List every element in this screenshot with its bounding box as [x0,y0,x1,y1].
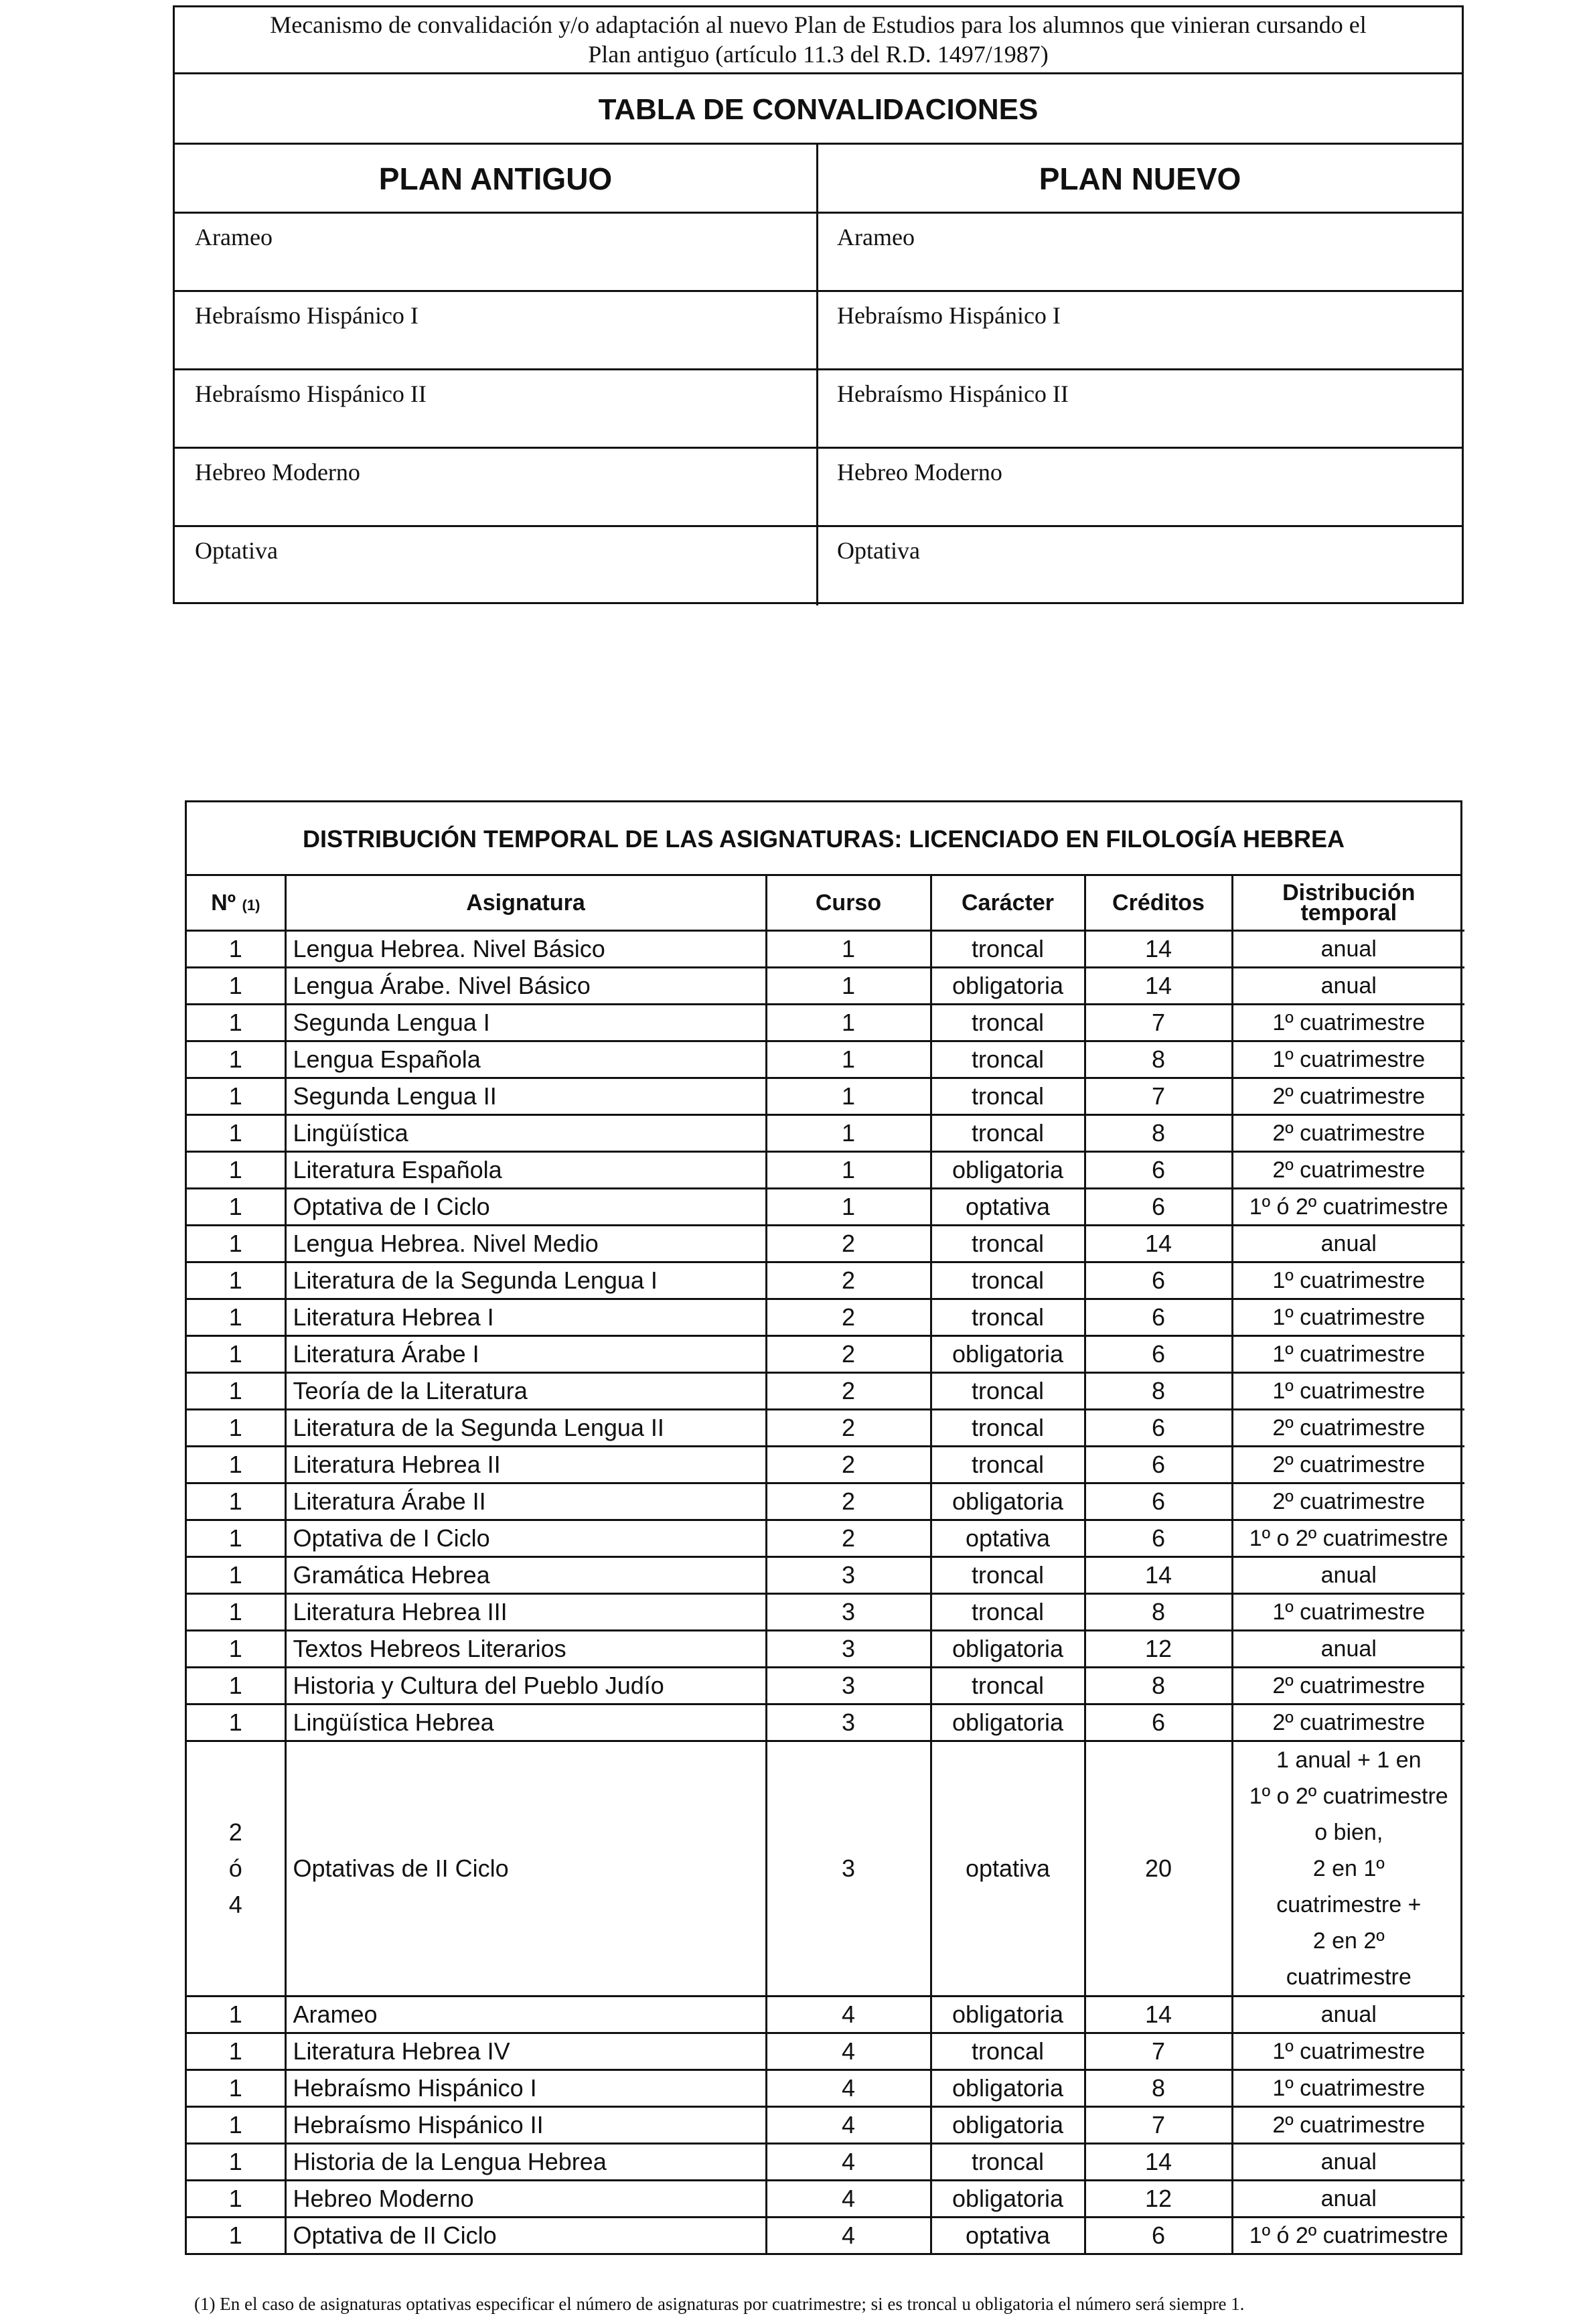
cell-credits: 6 [1085,1336,1232,1373]
cell-subject: Literatura Hebrea III [285,1594,766,1631]
cell-character: obligatoria [931,1483,1085,1520]
cell-character: troncal [931,1447,1085,1483]
cell-num: 1 [187,1557,285,1594]
cell-character: obligatoria [931,1631,1085,1668]
cell-num: 1 [187,1262,285,1299]
cell-character: troncal [931,931,1085,968]
cell-distribution: 1º cuatrimestre [1232,2070,1464,2107]
cell-distribution: anual [1232,1996,1464,2033]
cell-num: 1 [187,1078,285,1115]
cell-subject: Textos Hebreos Literarios [285,1631,766,1668]
cell-character: obligatoria [931,1152,1085,1189]
cell-character: optativa [931,1520,1085,1557]
cell-num: 1 [187,1336,285,1373]
cell-distribution: 1º cuatrimestre [1232,1299,1464,1336]
new-plan-subject: Hebreo Moderno [837,459,1002,486]
cell-subject: Historia de la Lengua Hebrea [285,2144,766,2181]
table-row [187,968,1464,1005]
cell-num: 1 [187,1704,285,1741]
cell-num: 1 [187,2070,285,2107]
table-row [187,1557,1464,1594]
cell-distribution: 2º cuatrimestre [1232,1447,1464,1483]
cell-character: optativa [931,1741,1085,1996]
cell-character: obligatoria [931,1996,1085,2033]
cell-course: 2 [766,1447,931,1483]
cell-distribution: 2º cuatrimestre [1232,2107,1464,2144]
new-plan-subject: Hebraísmo Hispánico I [837,302,1061,329]
cell-distribution: anual [1232,931,1464,968]
cell-credits: 8 [1085,1668,1232,1704]
cell-distribution: 2º cuatrimestre [1232,1078,1464,1115]
cell-character: troncal [931,1005,1085,1041]
cell-num: 1 [187,968,285,1005]
cell-character: troncal [931,1594,1085,1631]
cell-num: 1 [187,1483,285,1520]
cell-num: 1 [187,1668,285,1704]
table-row [187,2218,1464,2254]
cell-subject: Lingüística [285,1115,766,1152]
convalidation-title: TABLA DE CONVALIDACIONES [175,74,1462,145]
cell-distribution: 1º cuatrimestre [1232,1262,1464,1299]
distribution-grid [187,876,1464,2253]
table-row [187,2070,1464,2107]
cell-character: obligatoria [931,2107,1085,2144]
cell-credits: 6 [1085,1447,1232,1483]
cell-course: 4 [766,1996,931,2033]
cell-num: 1 [187,1115,285,1152]
cell-credits: 8 [1085,1594,1232,1631]
cell-character: troncal [931,1410,1085,1447]
cell-distribution: anual [1232,2144,1464,2181]
cell-num: 2 ó 4 [187,1741,285,1996]
cell-subject: Optativa de II Ciclo [285,2218,766,2254]
header-character: Carácter [931,876,1085,931]
cell-course: 3 [766,1594,931,1631]
cell-course: 1 [766,1189,931,1226]
convalidation-row [175,527,1462,605]
mechanism-heading [175,7,1462,74]
cell-num: 1 [187,2033,285,2070]
cell-num: 1 [187,1447,285,1483]
cell-subject: Teoría de la Literatura [285,1373,766,1410]
cell-num: 1 [187,1005,285,1041]
table-row [187,1373,1464,1410]
cell-course: 1 [766,931,931,968]
cell-character: troncal [931,1373,1085,1410]
table-row [187,2144,1464,2181]
cell-num: 1 [187,1594,285,1631]
cell-course: 1 [766,1115,931,1152]
table-row [187,1704,1464,1741]
mechanism-line-2: Plan antiguo (artículo 11.3 del R.D. 1497/1987) [588,41,1049,68]
table-row [187,1594,1464,1631]
cell-credits: 12 [1085,1631,1232,1668]
cell-distribution: 2º cuatrimestre [1232,1483,1464,1520]
table-row [187,1631,1464,1668]
cell-num: 1 [187,1299,285,1336]
cell-distribution: 1º ó 2º cuatrimestre [1232,1189,1464,1226]
cell-subject: Literatura Árabe I [285,1336,766,1373]
cell-subject: Literatura Hebrea IV [285,2033,766,2070]
cell-num: 1 [187,1996,285,2033]
cell-distribution: 1 anual + 1 en 1º o 2º cuatrimestre o bien, 2 en 1º cuatrimestre + 2 en 2º cuatrimestre [1232,1741,1464,1996]
cell-subject: Lengua Hebrea. Nivel Básico [285,931,766,968]
cell-subject: Lengua Árabe. Nivel Básico [285,968,766,1005]
cell-credits: 6 [1085,1704,1232,1741]
cell-num: 1 [187,1152,285,1189]
header-subject: Asignatura [285,876,766,931]
old-plan-subject: Optativa [175,527,818,605]
cell-credits: 7 [1085,2107,1232,2144]
cell-character: troncal [931,1078,1085,1115]
old-plan-subject: Hebraísmo Hispánico II [175,370,818,447]
cell-subject: Hebraísmo Hispánico II [285,2107,766,2144]
old-plan-subject: Hebreo Moderno [175,449,818,525]
cell-num: 1 [187,1631,285,1668]
cell-credits: 6 [1085,1520,1232,1557]
cell-credits: 14 [1085,1557,1232,1594]
old-plan-subject: Hebraísmo Hispánico I [175,292,818,368]
convalidation-row [175,292,1462,370]
cell-num: 1 [187,2107,285,2144]
cell-course: 2 [766,1483,931,1520]
header-course: Curso [766,876,931,931]
cell-subject: Optativas de II Ciclo [285,1741,766,1996]
table-row [187,2033,1464,2070]
new-plan-subject: Optativa [837,537,920,564]
cell-distribution: anual [1232,1226,1464,1262]
cell-course: 4 [766,2218,931,2254]
cell-distribution: 2º cuatrimestre [1232,1668,1464,1704]
cell-distribution: 2º cuatrimestre [1232,1704,1464,1741]
convalidation-row [175,370,1462,449]
cell-course: 2 [766,1410,931,1447]
cell-distribution: anual [1232,1631,1464,1668]
cell-credits: 14 [1085,2144,1232,2181]
table-row [187,2107,1464,2144]
cell-credits: 14 [1085,968,1232,1005]
convalidation-row [175,449,1462,527]
cell-character: obligatoria [931,1704,1085,1741]
cell-course: 2 [766,1520,931,1557]
cell-distribution: 1º cuatrimestre [1232,1041,1464,1078]
cell-credits: 6 [1085,1299,1232,1336]
cell-credits: 6 [1085,1262,1232,1299]
convalidation-row [175,214,1462,292]
cell-course: 1 [766,1152,931,1189]
cell-credits: 14 [1085,1226,1232,1262]
cell-course: 2 [766,1262,931,1299]
new-plan-subject: Hebraísmo Hispánico II [837,380,1069,407]
cell-credits: 20 [1085,1741,1232,1996]
footnote: (1) En el caso de asignaturas optativas especificar el número de asignaturas por cuatrimestre; si es troncal u obligatoria el número será siempre 1. [194,2294,1245,2314]
cell-course: 1 [766,1041,931,1078]
new-plan-subject: Arameo [837,224,915,250]
header-credits: Créditos [1085,876,1232,931]
cell-subject: Hebreo Moderno [285,2181,766,2218]
old-plan-subject: Arameo [175,214,818,290]
cell-character: troncal [931,1041,1085,1078]
cell-character: obligatoria [931,1336,1085,1373]
cell-credits: 8 [1085,1115,1232,1152]
cell-character: optativa [931,2218,1085,2254]
cell-subject: Lengua Española [285,1041,766,1078]
cell-credits: 7 [1085,2033,1232,2070]
convalidation-table [173,5,1464,604]
cell-num: 1 [187,2181,285,2218]
cell-course: 4 [766,2033,931,2070]
cell-subject: Hebraísmo Hispánico I [285,2070,766,2107]
cell-subject: Lengua Hebrea. Nivel Medio [285,1226,766,1262]
cell-num: 1 [187,1226,285,1262]
cell-num: 1 [187,2218,285,2254]
cell-credits: 14 [1085,1996,1232,2033]
table-row [187,1520,1464,1557]
cell-credits: 6 [1085,1483,1232,1520]
table-row [187,1336,1464,1373]
cell-character: optativa [931,1189,1085,1226]
header-num-note: (1) [242,896,260,914]
table-row [187,1005,1464,1041]
cell-character: obligatoria [931,2181,1085,2218]
cell-distribution: 1º cuatrimestre [1232,1005,1464,1041]
table-row [187,1996,1464,2033]
table-row [187,2181,1464,2218]
cell-character: troncal [931,2033,1085,2070]
cell-subject: Segunda Lengua II [285,1078,766,1115]
cell-course: 1 [766,1005,931,1041]
cell-credits: 6 [1085,1410,1232,1447]
cell-subject: Literatura Hebrea I [285,1299,766,1336]
cell-character: troncal [931,1668,1085,1704]
cell-character: troncal [931,2144,1085,2181]
table-row [187,931,1464,968]
cell-credits: 6 [1085,2218,1232,2254]
cell-distribution: 1º ó 2º cuatrimestre [1232,2218,1464,2254]
table-row [187,1262,1464,1299]
cell-subject: Historia y Cultura del Pueblo Judío [285,1668,766,1704]
cell-subject: Segunda Lengua I [285,1005,766,1041]
cell-subject: Literatura de la Segunda Lengua I [285,1262,766,1299]
cell-course: 3 [766,1668,931,1704]
cell-credits: 7 [1085,1078,1232,1115]
cell-num: 1 [187,1373,285,1410]
cell-num: 1 [187,931,285,968]
cell-distribution: 2º cuatrimestre [1232,1410,1464,1447]
cell-course: 4 [766,2107,931,2144]
cell-course: 2 [766,1226,931,1262]
cell-credits: 8 [1085,2070,1232,2107]
cell-num: 1 [187,1410,285,1447]
cell-distribution: 1º cuatrimestre [1232,1336,1464,1373]
header-distribution: Distribución temporal [1232,876,1464,931]
distribution-title: DISTRIBUCIÓN TEMPORAL DE LAS ASIGNATURAS: LICENCIADO EN FILOLOGÍA HEBREA [187,802,1460,876]
cell-credits: 7 [1085,1005,1232,1041]
table-row [187,1299,1464,1336]
table-row [187,1189,1464,1226]
cell-subject: Optativa de I Ciclo [285,1520,766,1557]
table-row [187,1447,1464,1483]
cell-distribution: 2º cuatrimestre [1232,1115,1464,1152]
cell-course: 3 [766,1704,931,1741]
table-row [187,1410,1464,1447]
cell-subject: Literatura Hebrea II [285,1447,766,1483]
mechanism-line-1: Mecanismo de convalidación y/o adaptación al nuevo Plan de Estudios para los alumnos que vinieran cursando el [270,11,1367,38]
cell-course: 2 [766,1373,931,1410]
cell-course: 4 [766,2144,931,2181]
cell-distribution: 1º cuatrimestre [1232,1594,1464,1631]
cell-distribution: anual [1232,2181,1464,2218]
cell-subject: Literatura Española [285,1152,766,1189]
table-row-optativas-ii-ciclo [187,1741,1464,1996]
cell-distribution: anual [1232,1557,1464,1594]
cell-subject: Literatura Árabe II [285,1483,766,1520]
cell-distribution: 1º o 2º cuatrimestre [1232,1520,1464,1557]
cell-num: 1 [187,1041,285,1078]
cell-character: troncal [931,1226,1085,1262]
cell-character: obligatoria [931,2070,1085,2107]
cell-course: 3 [766,1741,931,1996]
table-row [187,1483,1464,1520]
cell-course: 2 [766,1336,931,1373]
cell-subject: Gramática Hebrea [285,1557,766,1594]
cell-course: 3 [766,1631,931,1668]
cell-subject: Optativa de I Ciclo [285,1189,766,1226]
header-num: Nº (1) [187,876,285,931]
cell-credits: 14 [1085,931,1232,968]
cell-subject: Arameo [285,1996,766,2033]
cell-character: troncal [931,1262,1085,1299]
cell-course: 4 [766,2181,931,2218]
cell-num: 1 [187,2144,285,2181]
cell-character: troncal [931,1115,1085,1152]
cell-subject: Literatura de la Segunda Lengua II [285,1410,766,1447]
cell-num: 1 [187,1520,285,1557]
cell-course: 3 [766,1557,931,1594]
cell-distribution: 1º cuatrimestre [1232,2033,1464,2070]
table-row [187,1226,1464,1262]
cell-credits: 6 [1085,1189,1232,1226]
cell-credits: 6 [1085,1152,1232,1189]
cell-distribution: 2º cuatrimestre [1232,1152,1464,1189]
header-plan-antiguo: PLAN ANTIGUO [175,145,818,214]
cell-credits: 12 [1085,2181,1232,2218]
cell-course: 4 [766,2070,931,2107]
cell-course: 1 [766,968,931,1005]
table-row [187,1078,1464,1115]
cell-character: troncal [931,1299,1085,1336]
cell-credits: 8 [1085,1041,1232,1078]
cell-distribution: 1º cuatrimestre [1232,1373,1464,1410]
table-row [187,1152,1464,1189]
cell-credits: 8 [1085,1373,1232,1410]
table-row [187,1041,1464,1078]
header-row [187,876,1464,931]
cell-distribution: anual [1232,968,1464,1005]
table-row [187,1115,1464,1152]
header-plan-nuevo: PLAN NUEVO [818,145,1462,214]
cell-character: troncal [931,1557,1085,1594]
distribution-table [185,800,1462,2255]
cell-course: 2 [766,1299,931,1336]
cell-num: 1 [187,1189,285,1226]
cell-character: obligatoria [931,968,1085,1005]
cell-subject: Lingüística Hebrea [285,1704,766,1741]
table-row [187,1668,1464,1704]
cell-course: 1 [766,1078,931,1115]
